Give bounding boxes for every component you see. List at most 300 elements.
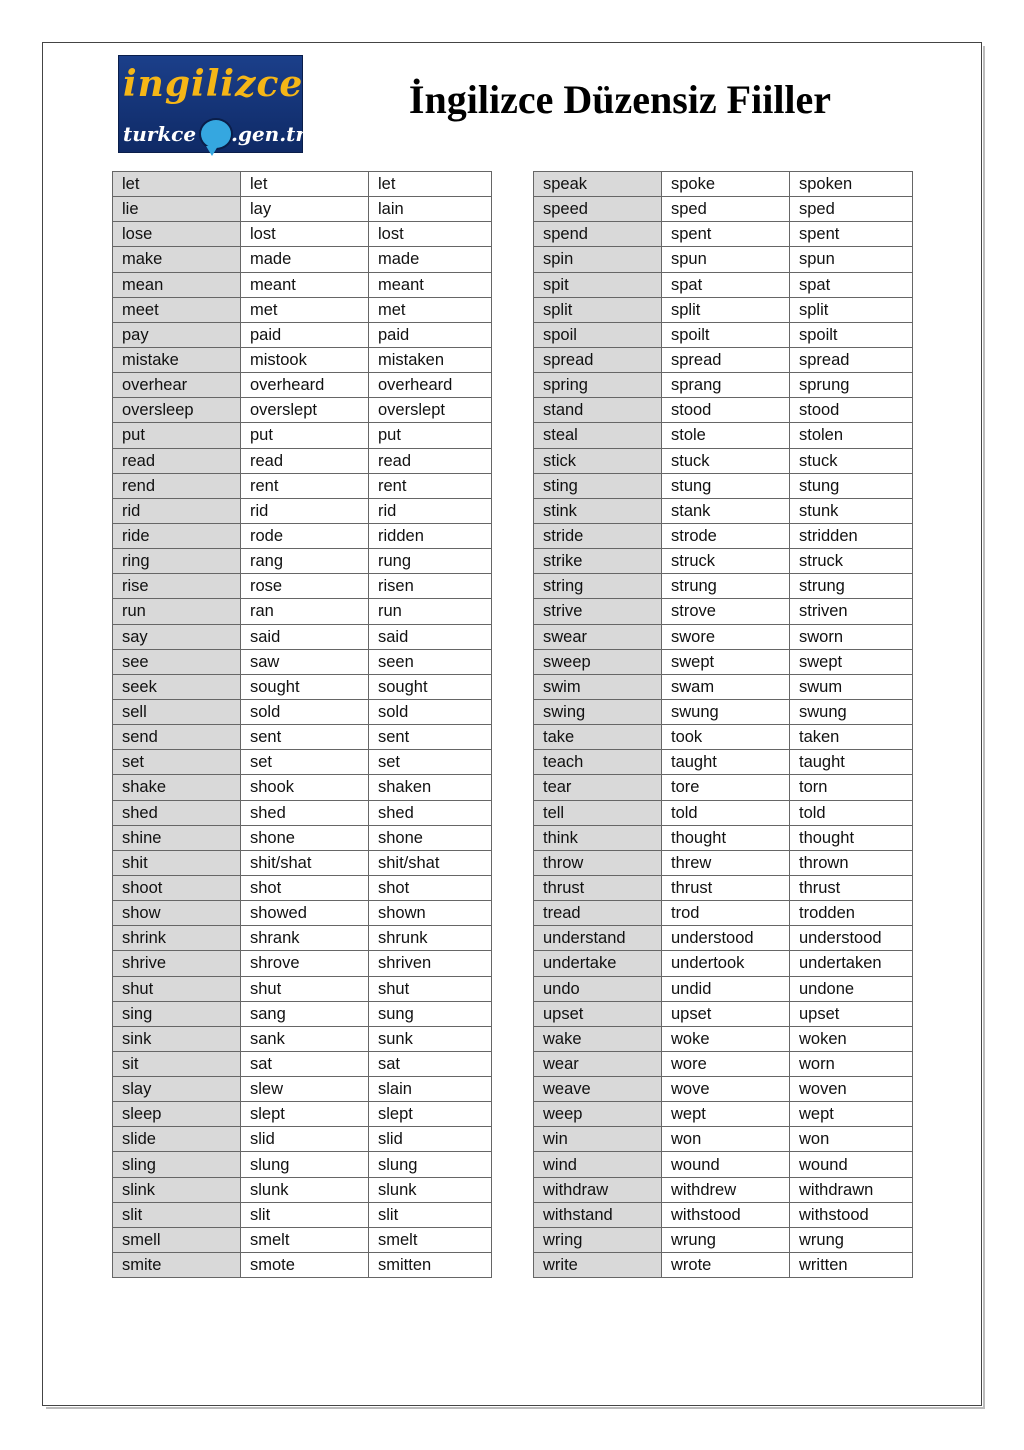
table-row (113, 901, 492, 926)
table-row (113, 347, 492, 372)
verb-base-form: tell (534, 800, 662, 825)
verb-base-form: spit (534, 272, 662, 297)
verb-past-participle: slung (369, 1152, 492, 1177)
table-row (534, 1127, 913, 1152)
verb-past-simple: saw (241, 649, 369, 674)
verb-past-participle: woken (790, 1026, 913, 1051)
table-row (534, 1253, 913, 1278)
verb-past-simple: smelt (241, 1227, 369, 1252)
table-row (534, 976, 913, 1001)
table-row (113, 1253, 492, 1278)
verb-past-simple: lay (241, 197, 369, 222)
verb-base-form: mistake (113, 347, 241, 372)
verb-base-form: sweep (534, 649, 662, 674)
verb-past-simple: took (662, 725, 790, 750)
verb-base-form: run (113, 599, 241, 624)
verb-past-simple: put (241, 423, 369, 448)
verb-past-simple: set (241, 750, 369, 775)
verb-base-form: write (534, 1253, 662, 1278)
verb-base-form: seek (113, 674, 241, 699)
verb-past-simple: mistook (241, 347, 369, 372)
verb-base-form: spend (534, 222, 662, 247)
verb-past-simple: understood (662, 926, 790, 951)
verb-past-simple: spread (662, 347, 790, 372)
verb-past-participle: said (369, 624, 492, 649)
verb-past-participle: sat (369, 1051, 492, 1076)
verb-base-form: spin (534, 247, 662, 272)
table-row (534, 1001, 913, 1026)
verb-past-simple: slept (241, 1102, 369, 1127)
table-row (113, 1177, 492, 1202)
table-row (534, 197, 913, 222)
verb-base-form: sing (113, 1001, 241, 1026)
verb-base-form: ring (113, 549, 241, 574)
page-title: İngilizce Düzensiz Fiiller (408, 77, 832, 122)
verb-base-form: weep (534, 1102, 662, 1127)
verb-base-form: stick (534, 448, 662, 473)
verb-past-simple: wrote (662, 1253, 790, 1278)
verb-past-participle: paid (369, 322, 492, 347)
verb-base-form: tread (534, 901, 662, 926)
table-row (113, 473, 492, 498)
verb-base-form: stand (534, 398, 662, 423)
verb-past-participle: thought (790, 825, 913, 850)
verb-past-simple: trod (662, 901, 790, 926)
table-row (534, 172, 913, 197)
verb-past-participle: slunk (369, 1177, 492, 1202)
verb-past-participle: lain (369, 197, 492, 222)
verb-past-participle: struck (790, 549, 913, 574)
verb-past-simple: stole (662, 423, 790, 448)
verb-past-participle: lost (369, 222, 492, 247)
verb-base-form: sink (113, 1026, 241, 1051)
verb-past-simple: rang (241, 549, 369, 574)
verb-base-form: slay (113, 1077, 241, 1102)
verb-past-participle: swung (790, 699, 913, 724)
verb-past-participle: striven (790, 599, 913, 624)
verb-past-participle: swept (790, 649, 913, 674)
verb-past-participle: sunk (369, 1026, 492, 1051)
verb-past-simple: shrove (241, 951, 369, 976)
verb-base-form: undo (534, 976, 662, 1001)
verb-past-participle: sprung (790, 373, 913, 398)
table-row (113, 926, 492, 951)
table-row (534, 1077, 913, 1102)
verb-past-participle: slid (369, 1127, 492, 1152)
verb-base-form: weave (534, 1077, 662, 1102)
table-row (534, 825, 913, 850)
verb-base-form: spoil (534, 322, 662, 347)
table-row (113, 825, 492, 850)
logo-top-text: ingilizce (123, 63, 304, 105)
verb-past-simple: stuck (662, 448, 790, 473)
verb-base-form: lose (113, 222, 241, 247)
verb-past-participle: shut (369, 976, 492, 1001)
verb-past-simple: said (241, 624, 369, 649)
verb-past-participle: told (790, 800, 913, 825)
table-row (534, 926, 913, 951)
verb-past-participle: spun (790, 247, 913, 272)
verb-base-form: speed (534, 197, 662, 222)
verb-base-form: smell (113, 1227, 241, 1252)
verb-past-participle: stridden (790, 523, 913, 548)
table-row (113, 322, 492, 347)
table-row (534, 1202, 913, 1227)
verb-past-simple: threw (662, 850, 790, 875)
verb-past-participle: taken (790, 725, 913, 750)
verb-past-participle: stood (790, 398, 913, 423)
table-row (113, 172, 492, 197)
verb-base-form: let (113, 172, 241, 197)
verb-past-simple: swore (662, 624, 790, 649)
verb-past-simple: shone (241, 825, 369, 850)
verb-past-participle: run (369, 599, 492, 624)
verb-base-form: split (534, 297, 662, 322)
table-row (113, 976, 492, 1001)
logo-right-text: .gen.tr (231, 122, 306, 146)
verb-past-simple: sat (241, 1051, 369, 1076)
table-row (534, 875, 913, 900)
table-row (113, 699, 492, 724)
table-row (534, 373, 913, 398)
table-row (534, 1026, 913, 1051)
table-row (113, 1051, 492, 1076)
verb-past-simple: struck (662, 549, 790, 574)
verb-past-participle: sought (369, 674, 492, 699)
verb-past-participle: written (790, 1253, 913, 1278)
table-row (534, 624, 913, 649)
verb-base-form: shit (113, 850, 241, 875)
table-row (113, 750, 492, 775)
verb-past-simple: sprang (662, 373, 790, 398)
verb-base-form: sell (113, 699, 241, 724)
verb-base-form: take (534, 725, 662, 750)
verb-past-simple: strove (662, 599, 790, 624)
verb-past-simple: split (662, 297, 790, 322)
table-row (113, 197, 492, 222)
verb-base-form: strike (534, 549, 662, 574)
verb-past-simple: read (241, 448, 369, 473)
verb-past-simple: thrust (662, 875, 790, 900)
verb-past-simple: thought (662, 825, 790, 850)
verb-base-form: speak (534, 172, 662, 197)
verb-base-form: slide (113, 1127, 241, 1152)
table-row (534, 1152, 913, 1177)
table-row (534, 1227, 913, 1252)
table-row (113, 775, 492, 800)
verb-past-participle: won (790, 1127, 913, 1152)
verb-base-form: lie (113, 197, 241, 222)
verb-base-form: tear (534, 775, 662, 800)
verb-past-simple: slung (241, 1152, 369, 1177)
verb-base-form: smite (113, 1253, 241, 1278)
verb-base-form: send (113, 725, 241, 750)
verb-past-simple: withstood (662, 1202, 790, 1227)
verb-past-simple: strode (662, 523, 790, 548)
table-row (113, 1152, 492, 1177)
verb-past-simple: taught (662, 750, 790, 775)
verb-past-simple: shook (241, 775, 369, 800)
verb-past-participle: spat (790, 272, 913, 297)
verb-past-participle: spoken (790, 172, 913, 197)
verb-base-form: withdraw (534, 1177, 662, 1202)
table-row (534, 574, 913, 599)
verb-past-simple: sold (241, 699, 369, 724)
verb-past-participle: rent (369, 473, 492, 498)
verb-past-participle: withdrawn (790, 1177, 913, 1202)
table-row (534, 222, 913, 247)
verb-past-participle: undone (790, 976, 913, 1001)
verb-past-simple: shut (241, 976, 369, 1001)
verbs-table-right (533, 171, 913, 1278)
verb-past-participle: torn (790, 775, 913, 800)
table-row (534, 901, 913, 926)
verb-base-form: understand (534, 926, 662, 951)
verb-base-form: rid (113, 498, 241, 523)
verb-base-form: swim (534, 674, 662, 699)
table-row (113, 1026, 492, 1051)
table-row (534, 850, 913, 875)
verb-base-form: shoot (113, 875, 241, 900)
verb-past-participle: trodden (790, 901, 913, 926)
table-row (534, 322, 913, 347)
verb-base-form: shine (113, 825, 241, 850)
table-row (534, 549, 913, 574)
verb-past-simple: swung (662, 699, 790, 724)
verb-past-participle: shit/shat (369, 850, 492, 875)
verb-past-simple: withdrew (662, 1177, 790, 1202)
table-row (534, 775, 913, 800)
table-row (113, 523, 492, 548)
verb-past-participle: overslept (369, 398, 492, 423)
verb-base-form: shut (113, 976, 241, 1001)
verb-past-simple: spun (662, 247, 790, 272)
verb-base-form: read (113, 448, 241, 473)
verb-base-form: ride (113, 523, 241, 548)
table-row (534, 247, 913, 272)
verb-base-form: stink (534, 498, 662, 523)
verb-past-participle: woven (790, 1077, 913, 1102)
verb-past-participle: stuck (790, 448, 913, 473)
table-row (113, 1227, 492, 1252)
verb-past-simple: told (662, 800, 790, 825)
table-row (113, 272, 492, 297)
table-row (113, 498, 492, 523)
verb-base-form: wear (534, 1051, 662, 1076)
verb-past-participle: read (369, 448, 492, 473)
table-row (534, 423, 913, 448)
table-row (113, 1102, 492, 1127)
verb-past-participle: mistaken (369, 347, 492, 372)
verb-base-form: upset (534, 1001, 662, 1026)
verb-past-participle: meant (369, 272, 492, 297)
verb-past-simple: met (241, 297, 369, 322)
verb-past-simple: tore (662, 775, 790, 800)
verb-base-form: slit (113, 1202, 241, 1227)
verb-past-participle: swum (790, 674, 913, 699)
verb-base-form: wake (534, 1026, 662, 1051)
verb-base-form: sit (113, 1051, 241, 1076)
verb-past-participle: wound (790, 1152, 913, 1177)
table-row (534, 800, 913, 825)
verb-past-participle: sent (369, 725, 492, 750)
verb-past-participle: shrunk (369, 926, 492, 951)
table-row (534, 272, 913, 297)
verb-past-participle: sold (369, 699, 492, 724)
verb-past-simple: stank (662, 498, 790, 523)
table-row (534, 699, 913, 724)
table-row (113, 624, 492, 649)
verb-past-simple: wept (662, 1102, 790, 1127)
verb-past-simple: made (241, 247, 369, 272)
table-row (534, 750, 913, 775)
table-row (534, 297, 913, 322)
verb-past-simple: wove (662, 1077, 790, 1102)
verbs-table-left (112, 171, 492, 1278)
verb-past-simple: rid (241, 498, 369, 523)
verb-past-simple: undertook (662, 951, 790, 976)
verb-base-form: mean (113, 272, 241, 297)
table-row (113, 1202, 492, 1227)
table-row (534, 498, 913, 523)
verb-past-participle: shaken (369, 775, 492, 800)
verb-base-form: pay (113, 322, 241, 347)
table-row (113, 222, 492, 247)
table-row (113, 875, 492, 900)
table-row (534, 674, 913, 699)
verb-base-form: undertake (534, 951, 662, 976)
verb-past-participle: shot (369, 875, 492, 900)
verb-base-form: set (113, 750, 241, 775)
verb-base-form: shrive (113, 951, 241, 976)
verb-past-participle: met (369, 297, 492, 322)
verb-past-participle: sung (369, 1001, 492, 1026)
verb-base-form: swing (534, 699, 662, 724)
verb-past-participle: rid (369, 498, 492, 523)
site-logo (118, 55, 306, 153)
verb-base-form: overhear (113, 373, 241, 398)
verb-past-simple: stung (662, 473, 790, 498)
verb-past-participle: spread (790, 347, 913, 372)
verb-base-form: shed (113, 800, 241, 825)
verb-past-participle: understood (790, 926, 913, 951)
verb-base-form: swear (534, 624, 662, 649)
table-row (534, 1102, 913, 1127)
verb-past-participle: shed (369, 800, 492, 825)
verb-base-form: throw (534, 850, 662, 875)
verb-base-form: think (534, 825, 662, 850)
verb-base-form: sling (113, 1152, 241, 1177)
verb-base-form: rise (113, 574, 241, 599)
verb-past-simple: slunk (241, 1177, 369, 1202)
verb-past-simple: paid (241, 322, 369, 347)
table-row (113, 574, 492, 599)
speech-bubble-icon (199, 118, 233, 150)
verb-past-simple: overheard (241, 373, 369, 398)
verb-base-form: thrust (534, 875, 662, 900)
verb-past-simple: rent (241, 473, 369, 498)
verb-past-participle: shown (369, 901, 492, 926)
verb-past-participle: rung (369, 549, 492, 574)
table-row (113, 423, 492, 448)
table-row (113, 674, 492, 699)
verb-past-participle: upset (790, 1001, 913, 1026)
verb-past-simple: rode (241, 523, 369, 548)
verb-past-simple: shot (241, 875, 369, 900)
verb-past-simple: spoke (662, 172, 790, 197)
verb-past-participle: made (369, 247, 492, 272)
verb-base-form: shake (113, 775, 241, 800)
table-row (113, 448, 492, 473)
verb-base-form: oversleep (113, 398, 241, 423)
verb-past-participle: spent (790, 222, 913, 247)
verb-past-simple: spoilt (662, 322, 790, 347)
table-row (113, 373, 492, 398)
verb-past-participle: sworn (790, 624, 913, 649)
verb-past-simple: meant (241, 272, 369, 297)
verb-past-simple: smote (241, 1253, 369, 1278)
verb-past-simple: let (241, 172, 369, 197)
verb-base-form: teach (534, 750, 662, 775)
verb-past-participle: overheard (369, 373, 492, 398)
table-row (113, 850, 492, 875)
verb-past-participle: smelt (369, 1227, 492, 1252)
verb-past-simple: spat (662, 272, 790, 297)
verb-base-form: rend (113, 473, 241, 498)
verb-past-simple: sought (241, 674, 369, 699)
verb-past-simple: shed (241, 800, 369, 825)
verb-past-participle: wrung (790, 1227, 913, 1252)
verb-past-simple: slew (241, 1077, 369, 1102)
verb-base-form: put (113, 423, 241, 448)
verb-past-simple: undid (662, 976, 790, 1001)
table-row (113, 398, 492, 423)
verb-base-form: string (534, 574, 662, 599)
verb-base-form: spring (534, 373, 662, 398)
verb-base-form: withstand (534, 1202, 662, 1227)
verb-base-form: make (113, 247, 241, 272)
verb-past-participle: split (790, 297, 913, 322)
verb-past-participle: slept (369, 1102, 492, 1127)
verb-past-participle: worn (790, 1051, 913, 1076)
verb-past-participle: undertaken (790, 951, 913, 976)
verb-past-simple: woke (662, 1026, 790, 1051)
verb-past-participle: smitten (369, 1253, 492, 1278)
verb-past-participle: let (369, 172, 492, 197)
verb-past-participle: ridden (369, 523, 492, 548)
verb-past-participle: set (369, 750, 492, 775)
verb-past-simple: shrank (241, 926, 369, 951)
verb-past-simple: won (662, 1127, 790, 1152)
verb-base-form: slink (113, 1177, 241, 1202)
verb-past-participle: slit (369, 1202, 492, 1227)
verb-past-simple: wore (662, 1051, 790, 1076)
verb-past-participle: taught (790, 750, 913, 775)
verb-past-simple: wrung (662, 1227, 790, 1252)
verb-past-participle: spoilt (790, 322, 913, 347)
verb-past-participle: shone (369, 825, 492, 850)
table-row (113, 725, 492, 750)
verb-base-form: sting (534, 473, 662, 498)
verb-past-simple: rose (241, 574, 369, 599)
verb-past-simple: swept (662, 649, 790, 674)
table-row (534, 398, 913, 423)
verb-past-participle: withstood (790, 1202, 913, 1227)
verb-past-simple: sang (241, 1001, 369, 1026)
verb-base-form: show (113, 901, 241, 926)
table-row (534, 1177, 913, 1202)
verb-past-simple: upset (662, 1001, 790, 1026)
